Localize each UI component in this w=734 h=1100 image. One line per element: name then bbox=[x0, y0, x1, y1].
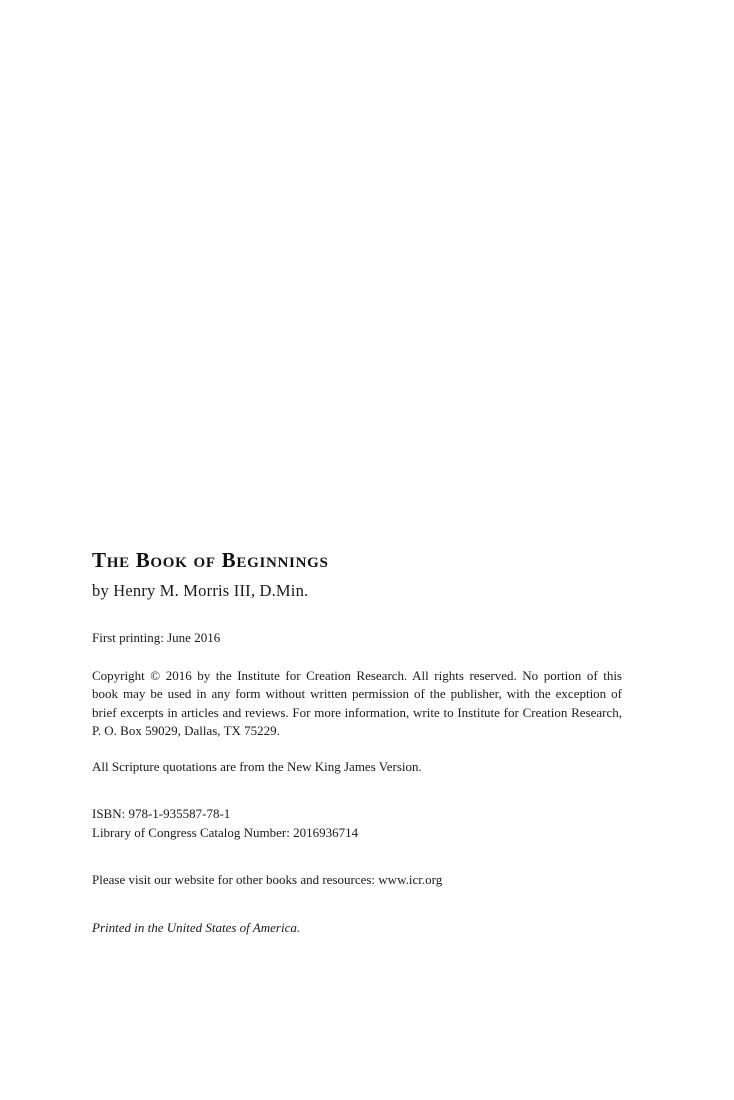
copyright-line: P. O. Box 59029, Dallas, TX 75229. bbox=[92, 723, 280, 738]
first-printing: First printing: June 2016 bbox=[92, 630, 221, 645]
isbn: ISBN: 978-1-935587-78-1 bbox=[92, 806, 231, 821]
author-line: by Henry M. Morris III, D.Min. bbox=[92, 581, 309, 600]
library-of-congress-number: Library of Congress Catalog Number: 2016936714 bbox=[92, 824, 359, 840]
printed-in: Printed in the United States of America. bbox=[92, 919, 301, 935]
copyright-line: brief excerpts in articles and reviews. For more information, write to Institute for Creation Research, bbox=[92, 704, 622, 720]
copyright-line: Copyright © 2016 by the Institute for Creation Research. All rights reserved. No portion of this bbox=[92, 667, 622, 683]
book-title: The Book of Beginnings bbox=[92, 548, 329, 572]
scripture-note: All Scripture quotations are from the New King James Version. bbox=[92, 758, 422, 774]
imprint-block bbox=[92, 547, 622, 937]
copyright-line: book may be used in any form without written permission of the publisher, with the exception of bbox=[92, 686, 622, 701]
website-note: Please visit our website for other books and resources: www.icr.org bbox=[92, 872, 443, 887]
copyright-notice bbox=[92, 667, 622, 741]
